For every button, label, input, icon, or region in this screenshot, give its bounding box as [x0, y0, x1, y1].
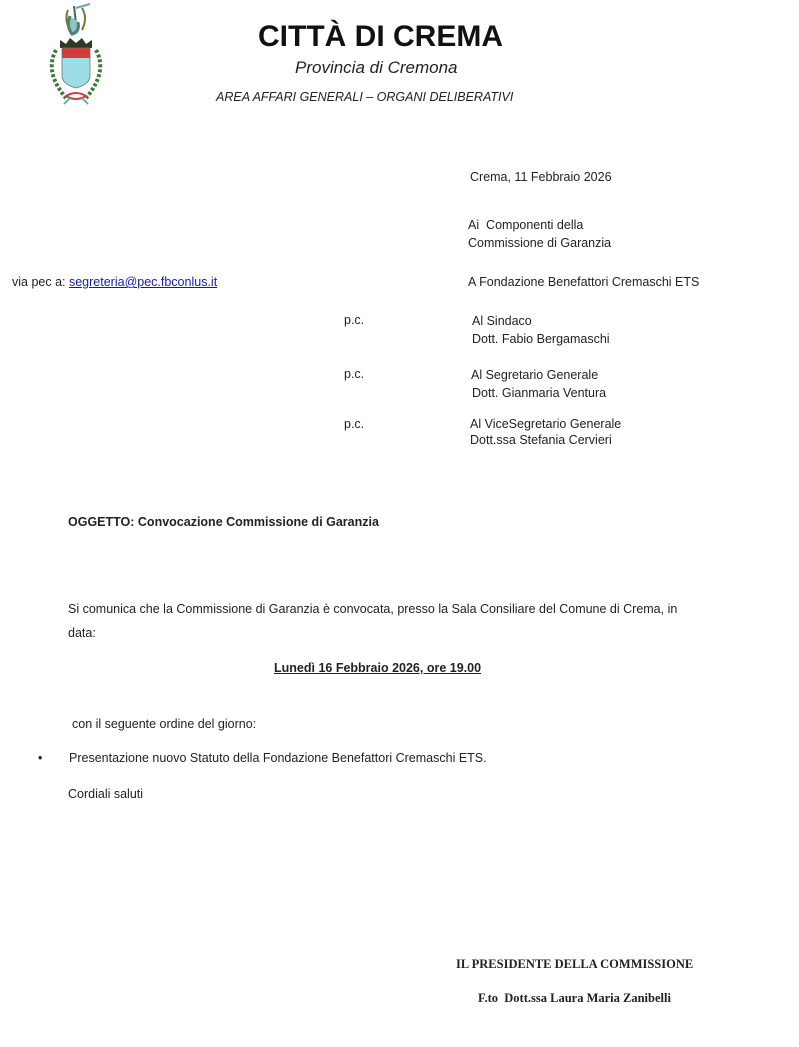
cc-name: Dott.ssa Stefania Cervieri: [470, 433, 612, 447]
city-title: CITTÀ DI CREMA: [258, 20, 503, 53]
coat-of-arms-logo: [36, 2, 116, 106]
cc-role: Al Sindaco: [472, 314, 532, 328]
cc-name: Dott. Fabio Bergamaschi: [472, 332, 610, 346]
cc-entry: [472, 312, 610, 348]
pec-label: via pec a:: [12, 275, 69, 289]
recipients-line2: Commissione di Garanzia: [468, 236, 612, 250]
closing: Cordiali saluti: [68, 787, 144, 801]
bullet-icon: •: [38, 751, 43, 765]
signature-title: IL PRESIDENTE DELLA COMMISSIONE: [456, 957, 694, 971]
agenda-intro: con il seguente ordine del giorno:: [72, 717, 257, 731]
body-line: Si comunica che la Commissione di Garanzia è convocata, presso la Sala Consiliare del Comune di Crema, in: [68, 602, 678, 616]
meeting-date: Lunedì 16 Febbraio 2026, ore 19.00: [274, 661, 482, 675]
place-date: Crema, 11 Febbraio 2026: [470, 170, 612, 184]
pec-email-link[interactable]: segreteria@pec.fbconlus.it: [68, 275, 218, 289]
cc-entry: [470, 416, 621, 448]
province-subtitle: Provincia di Cremona: [295, 58, 458, 77]
cc-label: p.c.: [344, 313, 365, 327]
department-subtitle: AREA AFFARI GENERALI – ORGANI DELIBERATIVI: [216, 90, 514, 104]
body-line: data:: [68, 626, 96, 640]
pec-recipient: A Fondazione Benefattori Cremaschi ETS: [468, 275, 700, 289]
subject-line: OGGETTO: Convocazione Commissione di Garanzia: [68, 515, 379, 529]
agenda-item: Presentazione nuovo Statuto della Fondazione Benefattori Cremaschi ETS.: [69, 751, 487, 765]
recipients-line1: Ai Componenti della: [468, 218, 584, 232]
pec-line: [12, 275, 217, 289]
recipients-block: [468, 216, 611, 252]
cc-label: p.c.: [344, 417, 365, 431]
body-paragraph: [68, 597, 677, 645]
cc-role: Al Segretario Generale: [471, 368, 599, 382]
cc-role: Al ViceSegretario Generale: [470, 417, 622, 431]
signature-name: F.to Dott.ssa Laura Maria Zanibelli: [478, 991, 671, 1005]
cc-name: Dott. Gianmaria Ventura: [472, 386, 607, 400]
cc-label: p.c.: [344, 367, 365, 381]
cc-entry: [471, 366, 606, 402]
